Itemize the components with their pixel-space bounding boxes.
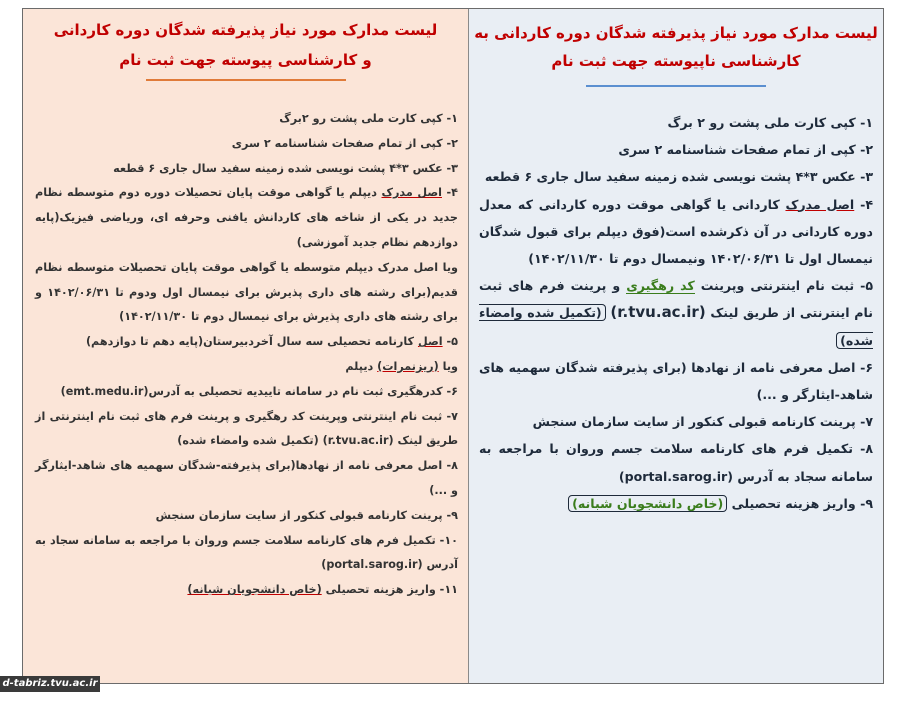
left-item-11-text: ۱۱- واریز هزینه تحصیلی xyxy=(321,583,458,597)
left-item-4b: ویا اصل مدرک دیپلم متوسطه یا گواهی موقت پایان تحصیلات متوسطه نظام قدیم(برای رشته های داری پذیرش برای نیمسال اول ودوم تا ۱۴۰۲/۰۶/۳۱ و برای رشته های داری پذیرش برای نیمسال دوم تا ۱۴۰۲/۱۱/۳۰) xyxy=(35,260,458,324)
right-title-line2: کارشناسی ناپیوسته جهت ثبت نام xyxy=(551,52,801,70)
left-item-11 xyxy=(35,578,458,603)
right-item-5-text-a: ۵- ثبت نام اینترنتی وپرینت xyxy=(694,278,874,294)
right-item-5-link[interactable]: (r.tvu.ac.ir) xyxy=(610,303,706,322)
right-item-9-text: ۹- واریز هزینه تحصیلی xyxy=(727,495,873,511)
site-footer-link[interactable]: d-tabriz.tvu.ac.ir xyxy=(0,676,100,692)
left-item-5-text: کارنامه تحصیلی سه سال آخردبیرستان(پایه دهم تا دوازدهم) xyxy=(85,335,418,349)
left-item-1: ۱- کپی کارت ملی پشت رو ۲برگ xyxy=(279,112,458,125)
left-item-5b-underlined: (ریزنمرات) xyxy=(377,359,439,373)
left-title-line2: و کارشناسی پیوسته جهت ثبت نام xyxy=(119,51,372,69)
right-item-9 xyxy=(479,490,873,517)
left-item-5b-text-a: ویا xyxy=(438,359,458,373)
left-item-4-number: ۴- xyxy=(441,186,458,200)
left-item-4-text: دیپلم یا گواهی موقت پایان تحصیلات دوره دوم متوسطه نظام جدید در یکی از شاخه های کاردانش یافنی وحرفه ای، وریاضی فیزیک(پایه دوازدهم نظام جدید آموزشی) xyxy=(35,186,458,249)
right-item-6: ۶- اصل معرفی نامه از نهادها (برای پذیرفته شدگان سهمیه های شاهد-ایثارگر و ...) xyxy=(479,359,873,403)
left-item-5-underlined: اصل xyxy=(417,335,443,349)
left-item-7: ۷- ثبت نام اینترنتی وپرینت کد رهگیری و پرینت فرم های ثبت نام اینترنتی از طریق لینک (r.tvu.ac.ir) (تکمیل شده وامضاء شده) xyxy=(35,409,458,448)
left-item-3: ۳- عکس ۳*۴ پشت نویسی شده زمینه سفید سال جاری ۶ قطعه xyxy=(113,161,458,175)
right-item-4 xyxy=(479,191,873,273)
left-item-2: ۲- کپی از تمام صفحات شناسنامه ۲ سری xyxy=(231,136,458,150)
right-panel xyxy=(469,9,883,683)
left-item-4 xyxy=(35,181,458,255)
right-panel-title xyxy=(469,9,883,75)
right-item-4-number: ۴- xyxy=(854,196,873,212)
left-title-line1: لیست مدارک مورد نیاز پذیرفته شدگان دوره کاردانی xyxy=(53,21,438,39)
left-item-5b xyxy=(35,355,458,380)
left-item-4-underlined: اصل مدرک xyxy=(381,186,442,200)
right-item-5-tracking: کد رهگیری xyxy=(626,278,695,294)
right-item-3: ۳- عکس ۳*۴ پشت نویسی شده زمینه سفید سال جاری ۶ قطعه xyxy=(484,169,873,185)
left-item-5-number: ۵- xyxy=(442,335,458,349)
right-item-5 xyxy=(479,272,873,354)
right-item-8: ۸- تکمیل فرم های کارنامه سلامت جسم وروان با مراجعه به سامانه سجاد به آدرس (portal.sarog.ir) xyxy=(479,441,873,484)
left-item-6: ۶- کدرهگیری ثبت نام در سامانه تاییدیه تحصیلی به آدرس(emt.medu.ir) xyxy=(60,384,458,398)
left-item-8: ۸- اصل معرفی نامه از نهادها(برای پذیرفته-شدگان سهمیه های شاهد-ایثارگر و ...) xyxy=(35,459,458,497)
left-item-5 xyxy=(35,330,458,355)
right-item-4-text: کاردانی یا گواهی موقت دوره کاردانی که معدل دوره کاردانی در آن ذکرشده است(فوق دیپلم برای قبول شدگان نیمسال اول تا ۱۴۰۲/۰۶/۳۱ ونیمسال دوم تا ۱۴۰۲/۱۱/۳۰) xyxy=(479,196,873,267)
right-item-7: ۷- پرینت کارنامه قبولی کنکور از سایت سازمان سنجش xyxy=(532,414,873,430)
left-item-11-note: (خاص دانشجویان شبانه) xyxy=(187,583,322,597)
right-title-line1: لیست مدارک مورد نیاز پذیرفته شدگان دوره کاردانی به xyxy=(474,24,878,42)
left-panel-title xyxy=(23,9,468,75)
document-frame xyxy=(22,8,884,684)
right-item-9-note: (خاص دانشجویان شبانه) xyxy=(568,495,727,512)
right-item-1: ۱- کپی کارت ملی پشت رو ۲ برگ xyxy=(667,115,873,130)
left-item-10: ۱۰- تکمیل فرم های کارنامه سلامت جسم وروان با مراجعه به سامانه سجاد به آدرس (portal.sarog.ir) xyxy=(35,533,458,572)
left-item-5b-text-b: دیپلم xyxy=(345,359,378,373)
left-requirements-list xyxy=(23,81,468,603)
left-item-9: ۹- پرینت کارنامه قبولی کنکور از سایت سازمان سنجش xyxy=(155,508,458,522)
left-panel xyxy=(23,9,469,683)
right-item-2: ۲- کپی از تمام صفحات شناسنامه ۲ سری xyxy=(618,142,873,158)
right-item-5-text-b: و پرینت فرم های ثبت نام اینترنتی از طریق لینک xyxy=(479,278,873,321)
right-item-4-underlined: اصل مدرک xyxy=(785,196,855,212)
right-item-5-boxed: (تکمیل شده وامضاء شده) xyxy=(479,305,873,348)
right-requirements-list xyxy=(469,87,883,517)
